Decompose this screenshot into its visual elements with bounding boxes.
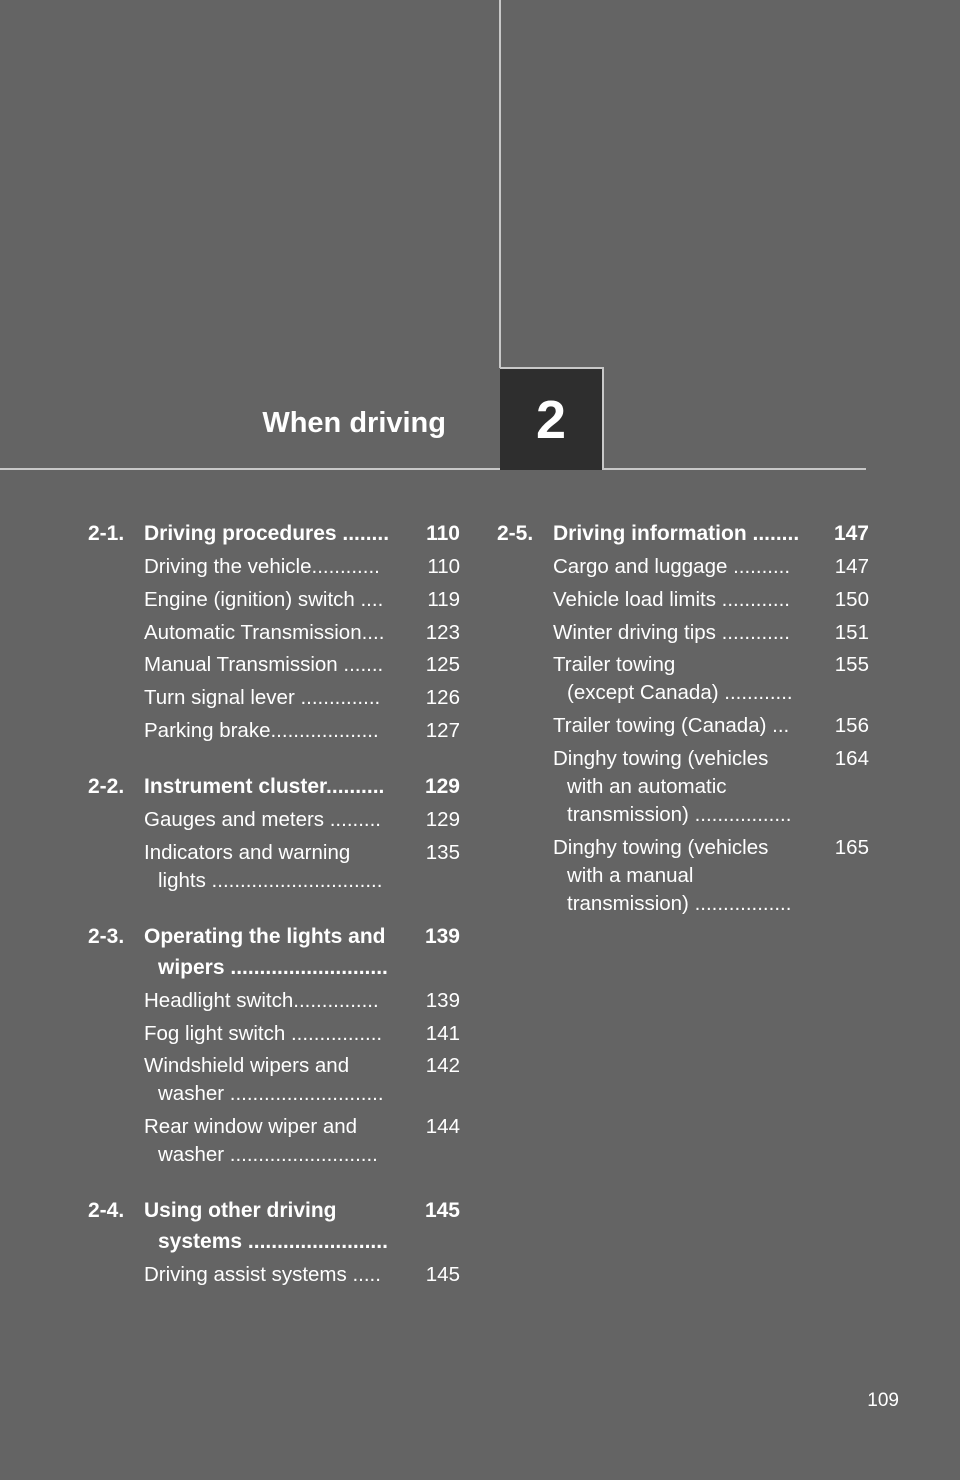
section-title-cont: systems ........................ bbox=[158, 1230, 388, 1254]
toc-item-page: 125 bbox=[425, 653, 460, 677]
toc-item[interactable] bbox=[553, 553, 869, 581]
toc-column-left bbox=[88, 518, 460, 1315]
chapter-title: When driving bbox=[262, 407, 446, 439]
toc-item-page: 144 bbox=[425, 1115, 460, 1139]
section-number: 2-3. bbox=[88, 924, 125, 948]
toc-item[interactable] bbox=[553, 651, 869, 707]
toc-item-page: 110 bbox=[427, 555, 460, 578]
toc-item-title-cont: with an automatic bbox=[567, 774, 727, 798]
toc-item[interactable] bbox=[553, 712, 869, 740]
section-title: Driving information ........ bbox=[553, 522, 800, 545]
toc-item[interactable] bbox=[144, 806, 460, 834]
toc-item-page: 127 bbox=[425, 718, 460, 742]
toc-item[interactable] bbox=[144, 1261, 460, 1289]
section-items bbox=[144, 806, 460, 895]
section-number: 2-4. bbox=[88, 1199, 125, 1223]
section-items bbox=[144, 1261, 460, 1289]
toc-item-page: 147 bbox=[834, 555, 869, 578]
toc-item-title: Winter driving tips ............ bbox=[553, 620, 790, 644]
toc-section bbox=[88, 921, 460, 1169]
section-title: Using other driving bbox=[144, 1199, 337, 1223]
toc-item-title-cont: lights .............................. bbox=[158, 868, 383, 892]
toc-item-title-cont: with a manual bbox=[567, 863, 694, 887]
chapter-number: 2 bbox=[535, 389, 567, 450]
toc-item-page: 164 bbox=[834, 746, 869, 770]
section-number: 2-2. bbox=[88, 774, 125, 798]
toc-item[interactable] bbox=[144, 684, 460, 712]
section-items bbox=[553, 553, 869, 918]
toc-item-page: 165 bbox=[834, 835, 869, 859]
section-heading[interactable] bbox=[88, 1195, 460, 1257]
toc-item-page: 155 bbox=[834, 653, 869, 677]
toc-item-title: Rear window wiper and bbox=[144, 1115, 358, 1139]
section-page: 110 bbox=[426, 522, 460, 545]
section-heading[interactable] bbox=[497, 518, 869, 549]
toc-item-title: Windshield wipers and bbox=[144, 1054, 350, 1078]
section-heading[interactable] bbox=[88, 518, 460, 549]
section-title-cont: wipers ........................... bbox=[158, 955, 388, 979]
toc-item-title: Indicators and warning bbox=[144, 840, 351, 864]
toc-item[interactable] bbox=[144, 651, 460, 679]
toc-item[interactable] bbox=[144, 987, 460, 1015]
section-page: 147 bbox=[833, 522, 869, 545]
toc-item-page: 141 bbox=[425, 1021, 460, 1045]
toc-item-title: Fog light switch ................ bbox=[144, 1021, 383, 1045]
section-page: 145 bbox=[424, 1199, 460, 1223]
toc-item[interactable] bbox=[553, 619, 869, 647]
toc-item-title: Headlight switch............... bbox=[144, 988, 379, 1012]
toc-item-page: 139 bbox=[425, 988, 460, 1012]
section-title: Instrument cluster.......... bbox=[144, 774, 385, 798]
toc-item[interactable] bbox=[144, 839, 460, 895]
section-title: Driving procedures ........ bbox=[144, 522, 390, 545]
toc-section bbox=[88, 771, 460, 895]
toc-item-page: 129 bbox=[425, 807, 460, 831]
toc-item-title: Parking brake................... bbox=[144, 718, 379, 742]
toc-item-title-cont: washer ........................... bbox=[158, 1082, 384, 1106]
toc-item-page: 150 bbox=[834, 587, 869, 611]
section-heading[interactable] bbox=[88, 771, 460, 802]
toc-item[interactable] bbox=[144, 619, 460, 647]
toc-item-title-cont: (except Canada) ............ bbox=[567, 681, 793, 705]
vertical-divider bbox=[499, 0, 501, 368]
toc-item-page: 151 bbox=[834, 620, 869, 644]
toc-item-title: Driving assist systems ..... bbox=[144, 1263, 381, 1287]
toc-item-title-cont: washer .......................... bbox=[158, 1143, 378, 1167]
toc-item-title: Driving the vehicle............ bbox=[144, 555, 380, 578]
section-heading[interactable] bbox=[88, 921, 460, 983]
toc-item-title: Vehicle load limits ............ bbox=[553, 587, 790, 611]
toc-item-title: Automatic Transmission.... bbox=[144, 620, 385, 644]
toc-section bbox=[88, 1195, 460, 1289]
toc-item-title: Engine (ignition) switch .... bbox=[144, 587, 384, 611]
toc-item[interactable] bbox=[144, 717, 460, 745]
toc-item-page: 123 bbox=[425, 620, 460, 644]
toc-item-page: 119 bbox=[427, 587, 460, 611]
section-items bbox=[144, 987, 460, 1169]
section-title: Operating the lights and bbox=[144, 924, 386, 948]
toc-item-title: Turn signal lever .............. bbox=[144, 686, 381, 710]
chapter-number-box bbox=[500, 367, 604, 470]
section-number: 2-1. bbox=[88, 522, 125, 545]
toc-item-title-cont: transmission) ................. bbox=[567, 802, 792, 826]
toc-item-page: 135 bbox=[425, 840, 460, 864]
toc-item-title: Trailer towing (Canada) ... bbox=[553, 714, 790, 738]
section-items bbox=[144, 553, 460, 745]
toc-item[interactable] bbox=[553, 586, 869, 614]
toc-item-title: Cargo and luggage .......... bbox=[553, 555, 791, 578]
section-number: 2-5. bbox=[497, 522, 534, 545]
toc-item-title: Trailer towing bbox=[553, 653, 676, 677]
toc-item-page: 145 bbox=[425, 1263, 460, 1287]
toc-item-title: Dinghy towing (vehicles bbox=[553, 746, 769, 770]
toc-item[interactable] bbox=[144, 586, 460, 614]
toc-item-title: Gauges and meters ......... bbox=[144, 807, 382, 831]
page-number: 109 bbox=[867, 1390, 899, 1411]
toc-item-page: 126 bbox=[425, 686, 460, 710]
section-page: 129 bbox=[424, 774, 460, 798]
toc-item-title-cont: transmission) ................. bbox=[567, 891, 792, 915]
toc-item[interactable] bbox=[144, 553, 460, 581]
toc-item[interactable] bbox=[553, 745, 869, 829]
toc-item[interactable] bbox=[144, 1020, 460, 1048]
toc-section bbox=[497, 518, 869, 918]
section-page: 139 bbox=[424, 924, 460, 948]
toc-item-title: Dinghy towing (vehicles bbox=[553, 835, 769, 859]
toc-section bbox=[88, 518, 460, 745]
toc-item-title: Manual Transmission ....... bbox=[144, 653, 384, 677]
toc-item[interactable] bbox=[144, 1113, 460, 1169]
horizontal-divider bbox=[0, 468, 866, 470]
toc-item-page: 156 bbox=[834, 714, 869, 738]
toc-item[interactable] bbox=[553, 834, 869, 918]
toc-column-right bbox=[497, 518, 869, 944]
toc-item[interactable] bbox=[144, 1052, 460, 1108]
toc-item-page: 142 bbox=[425, 1054, 460, 1078]
